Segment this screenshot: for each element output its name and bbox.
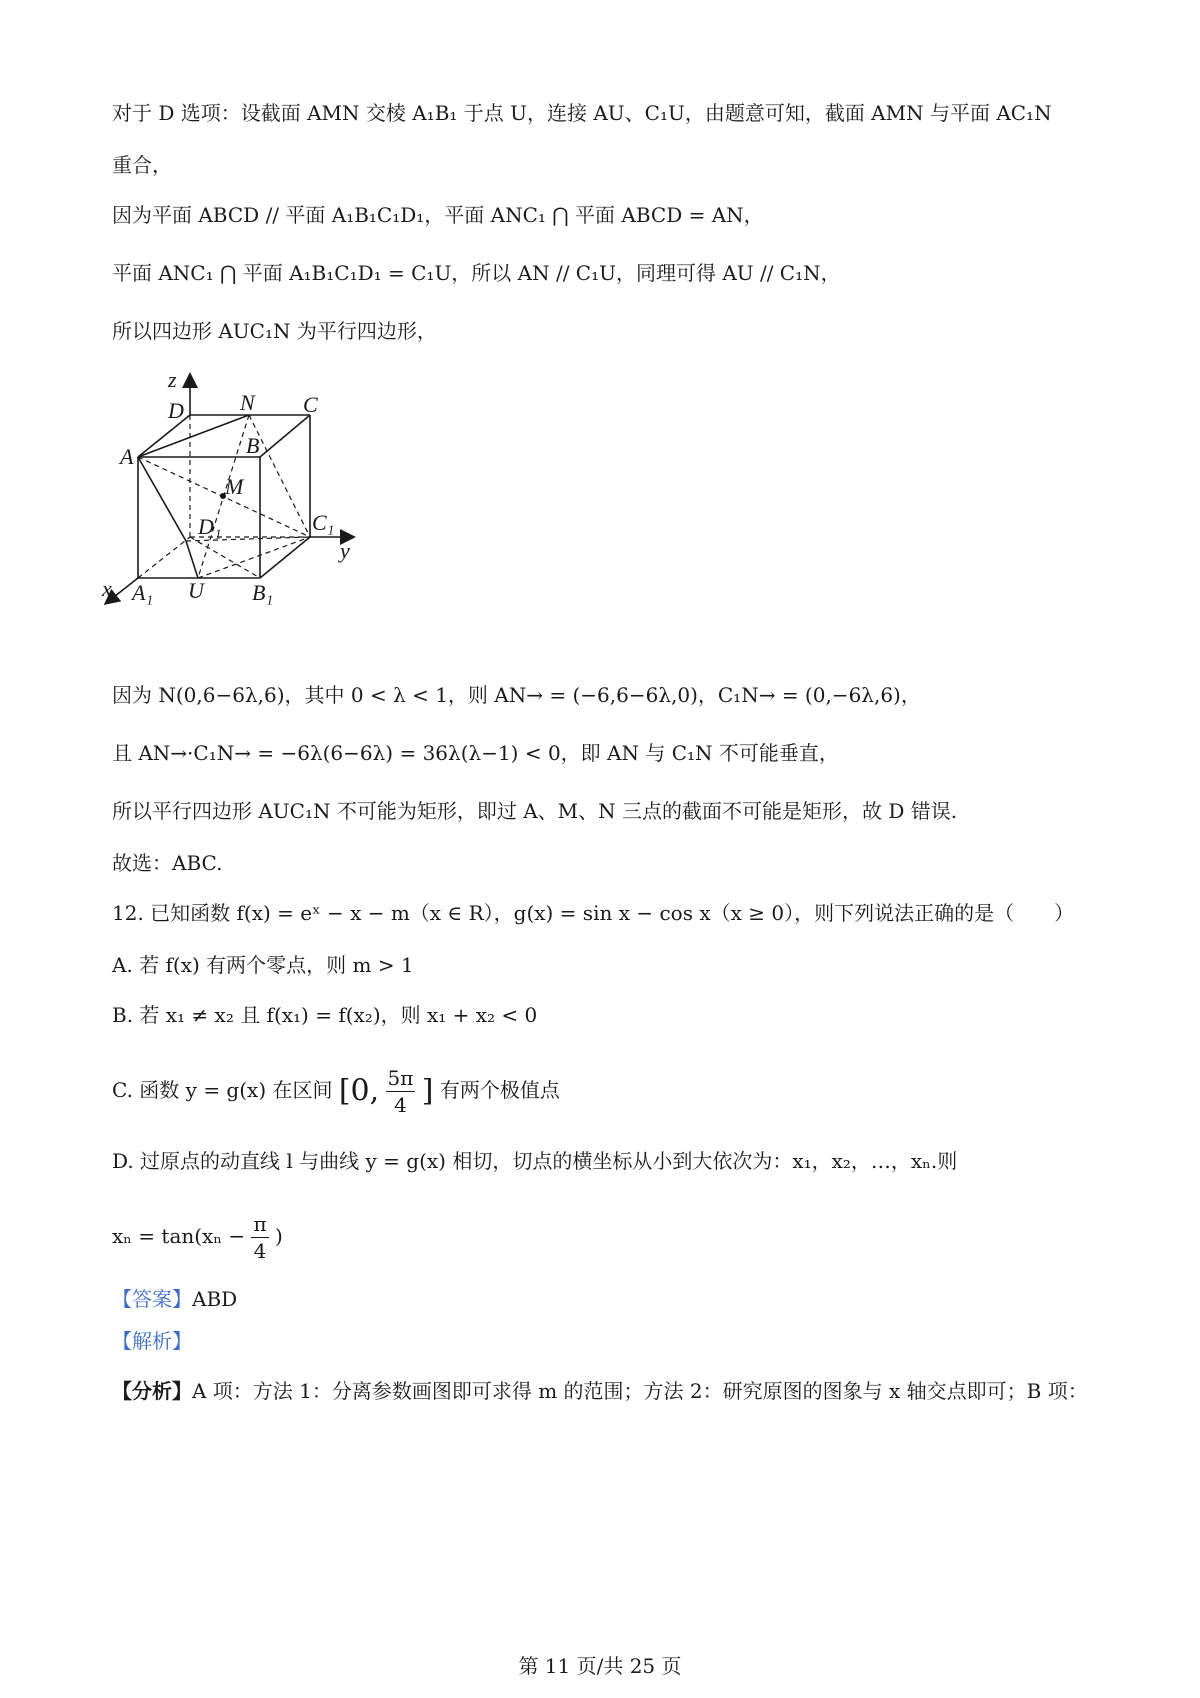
analysis-line bbox=[112, 1326, 192, 1356]
label-a1: A₁ bbox=[132, 580, 154, 605]
paragraph-parallel-planes: 因为平面 ABCD // 平面 A₁B₁C₁D₁，平面 ANC₁ ⋂ 平面 ABCD = AN， bbox=[112, 203, 764, 227]
paragraph-d-option: 对于 D 选项：设截面 AMN 交棱 A₁B₁ 于点 U，连接 AU、C₁U，由题意可知，截面 AMN 与平面 AC₁N bbox=[112, 101, 1052, 125]
label-x: x bbox=[102, 576, 112, 601]
paragraph-n-coordinates: 因为 N(0,6−6λ,6)，其中 0 < λ < 1，则 AN→ = (−6,6−6λ,0)，C₁N→ = (0,−6λ,6)， bbox=[112, 683, 921, 707]
label-z: z bbox=[168, 367, 177, 392]
option-c-fraction bbox=[386, 1065, 416, 1118]
answer-label: 【答案】 bbox=[112, 1287, 192, 1311]
page-footer: 第 11 页/共 25 页 bbox=[518, 1654, 682, 1678]
label-m: M bbox=[225, 474, 244, 499]
option-c-suffix: 有两个极值点 bbox=[439, 1078, 560, 1102]
answer-value: ABD bbox=[192, 1287, 238, 1311]
fenxi-text: A 项：方法 1：分离参数画图即可求得 m 的范围；方法 2：研究原图的图象与 x 轴交点即可；B 项： bbox=[192, 1379, 1088, 1403]
option-c-denominator: 4 bbox=[394, 1093, 407, 1117]
question-12-stem: 12. 已知函数 f(x) = eˣ − x − m（x ∈ R），g(x) = sin x − cos x（x ≥ 0），则下列说法正确的是（ ） bbox=[112, 901, 1075, 925]
label-d: D bbox=[168, 398, 184, 423]
analysis-label: 【解析】 bbox=[112, 1329, 192, 1353]
option-d-formula-prefix: xₙ = tan(xₙ − bbox=[112, 1224, 246, 1248]
paragraph-parallelogram: 所以四边形 AUC₁N 为平行四边形， bbox=[112, 319, 437, 343]
cube-figure bbox=[100, 360, 400, 640]
fenxi-line bbox=[112, 1376, 1088, 1406]
label-b: B bbox=[246, 433, 260, 458]
option-c-prefix: C. 函数 y = g(x) 在区间 bbox=[112, 1078, 333, 1102]
option-d-formula-suffix: ) bbox=[274, 1224, 283, 1248]
paragraph-dot-product: 且 AN→·C₁N→ = −6λ(6−6λ) = 36λ(λ−1) < 0，即 AN 与 C₁N 不可能垂直， bbox=[112, 741, 839, 765]
answer-line bbox=[112, 1284, 237, 1314]
label-c: C bbox=[303, 392, 318, 417]
option-d-numerator: π bbox=[253, 1212, 267, 1236]
label-d1: D₁ bbox=[198, 514, 222, 539]
option-c-bracket-open: [0, bbox=[338, 1073, 380, 1109]
label-a: A bbox=[120, 444, 134, 469]
option-c-numerator: 5π bbox=[387, 1066, 414, 1090]
label-c1: C₁ bbox=[312, 510, 335, 535]
option-d-fraction bbox=[251, 1211, 268, 1264]
label-b1: B₁ bbox=[252, 580, 274, 605]
paragraph-not-rectangle: 所以平行四边形 AUC₁N 不可能为矩形，即过 A、M、N 三点的截面不可能是矩形，故 D 错误. bbox=[112, 799, 958, 823]
option-d-denominator: 4 bbox=[253, 1239, 267, 1263]
label-n: N bbox=[240, 390, 255, 415]
paragraph-coincide: 重合， bbox=[112, 153, 172, 177]
label-u: U bbox=[188, 578, 204, 603]
option-a: A. 若 f(x) 有两个零点，则 m > 1 bbox=[112, 953, 414, 977]
paragraph-choose: 故选：ABC. bbox=[112, 851, 223, 875]
label-y: y bbox=[340, 538, 350, 563]
option-d-formula bbox=[112, 1206, 283, 1266]
option-c-bracket-close: ] bbox=[421, 1073, 434, 1109]
option-c bbox=[112, 1060, 560, 1122]
option-b: B. 若 x₁ ≠ x₂ 且 f(x₁) = f(x₂)，则 x₁ + x₂ < 0 bbox=[112, 1003, 538, 1027]
option-d: D. 过原点的动直线 l 与曲线 y = g(x) 相切，切点的横坐标从小到大依次为：x₁，x₂，…，xₙ.则 bbox=[112, 1149, 958, 1173]
paragraph-intersection: 平面 ANC₁ ⋂ 平面 A₁B₁C₁D₁ = C₁U，所以 AN // C₁U，同理可得 AU // C₁N， bbox=[112, 261, 841, 285]
fenxi-label: 【分析】 bbox=[112, 1379, 192, 1403]
